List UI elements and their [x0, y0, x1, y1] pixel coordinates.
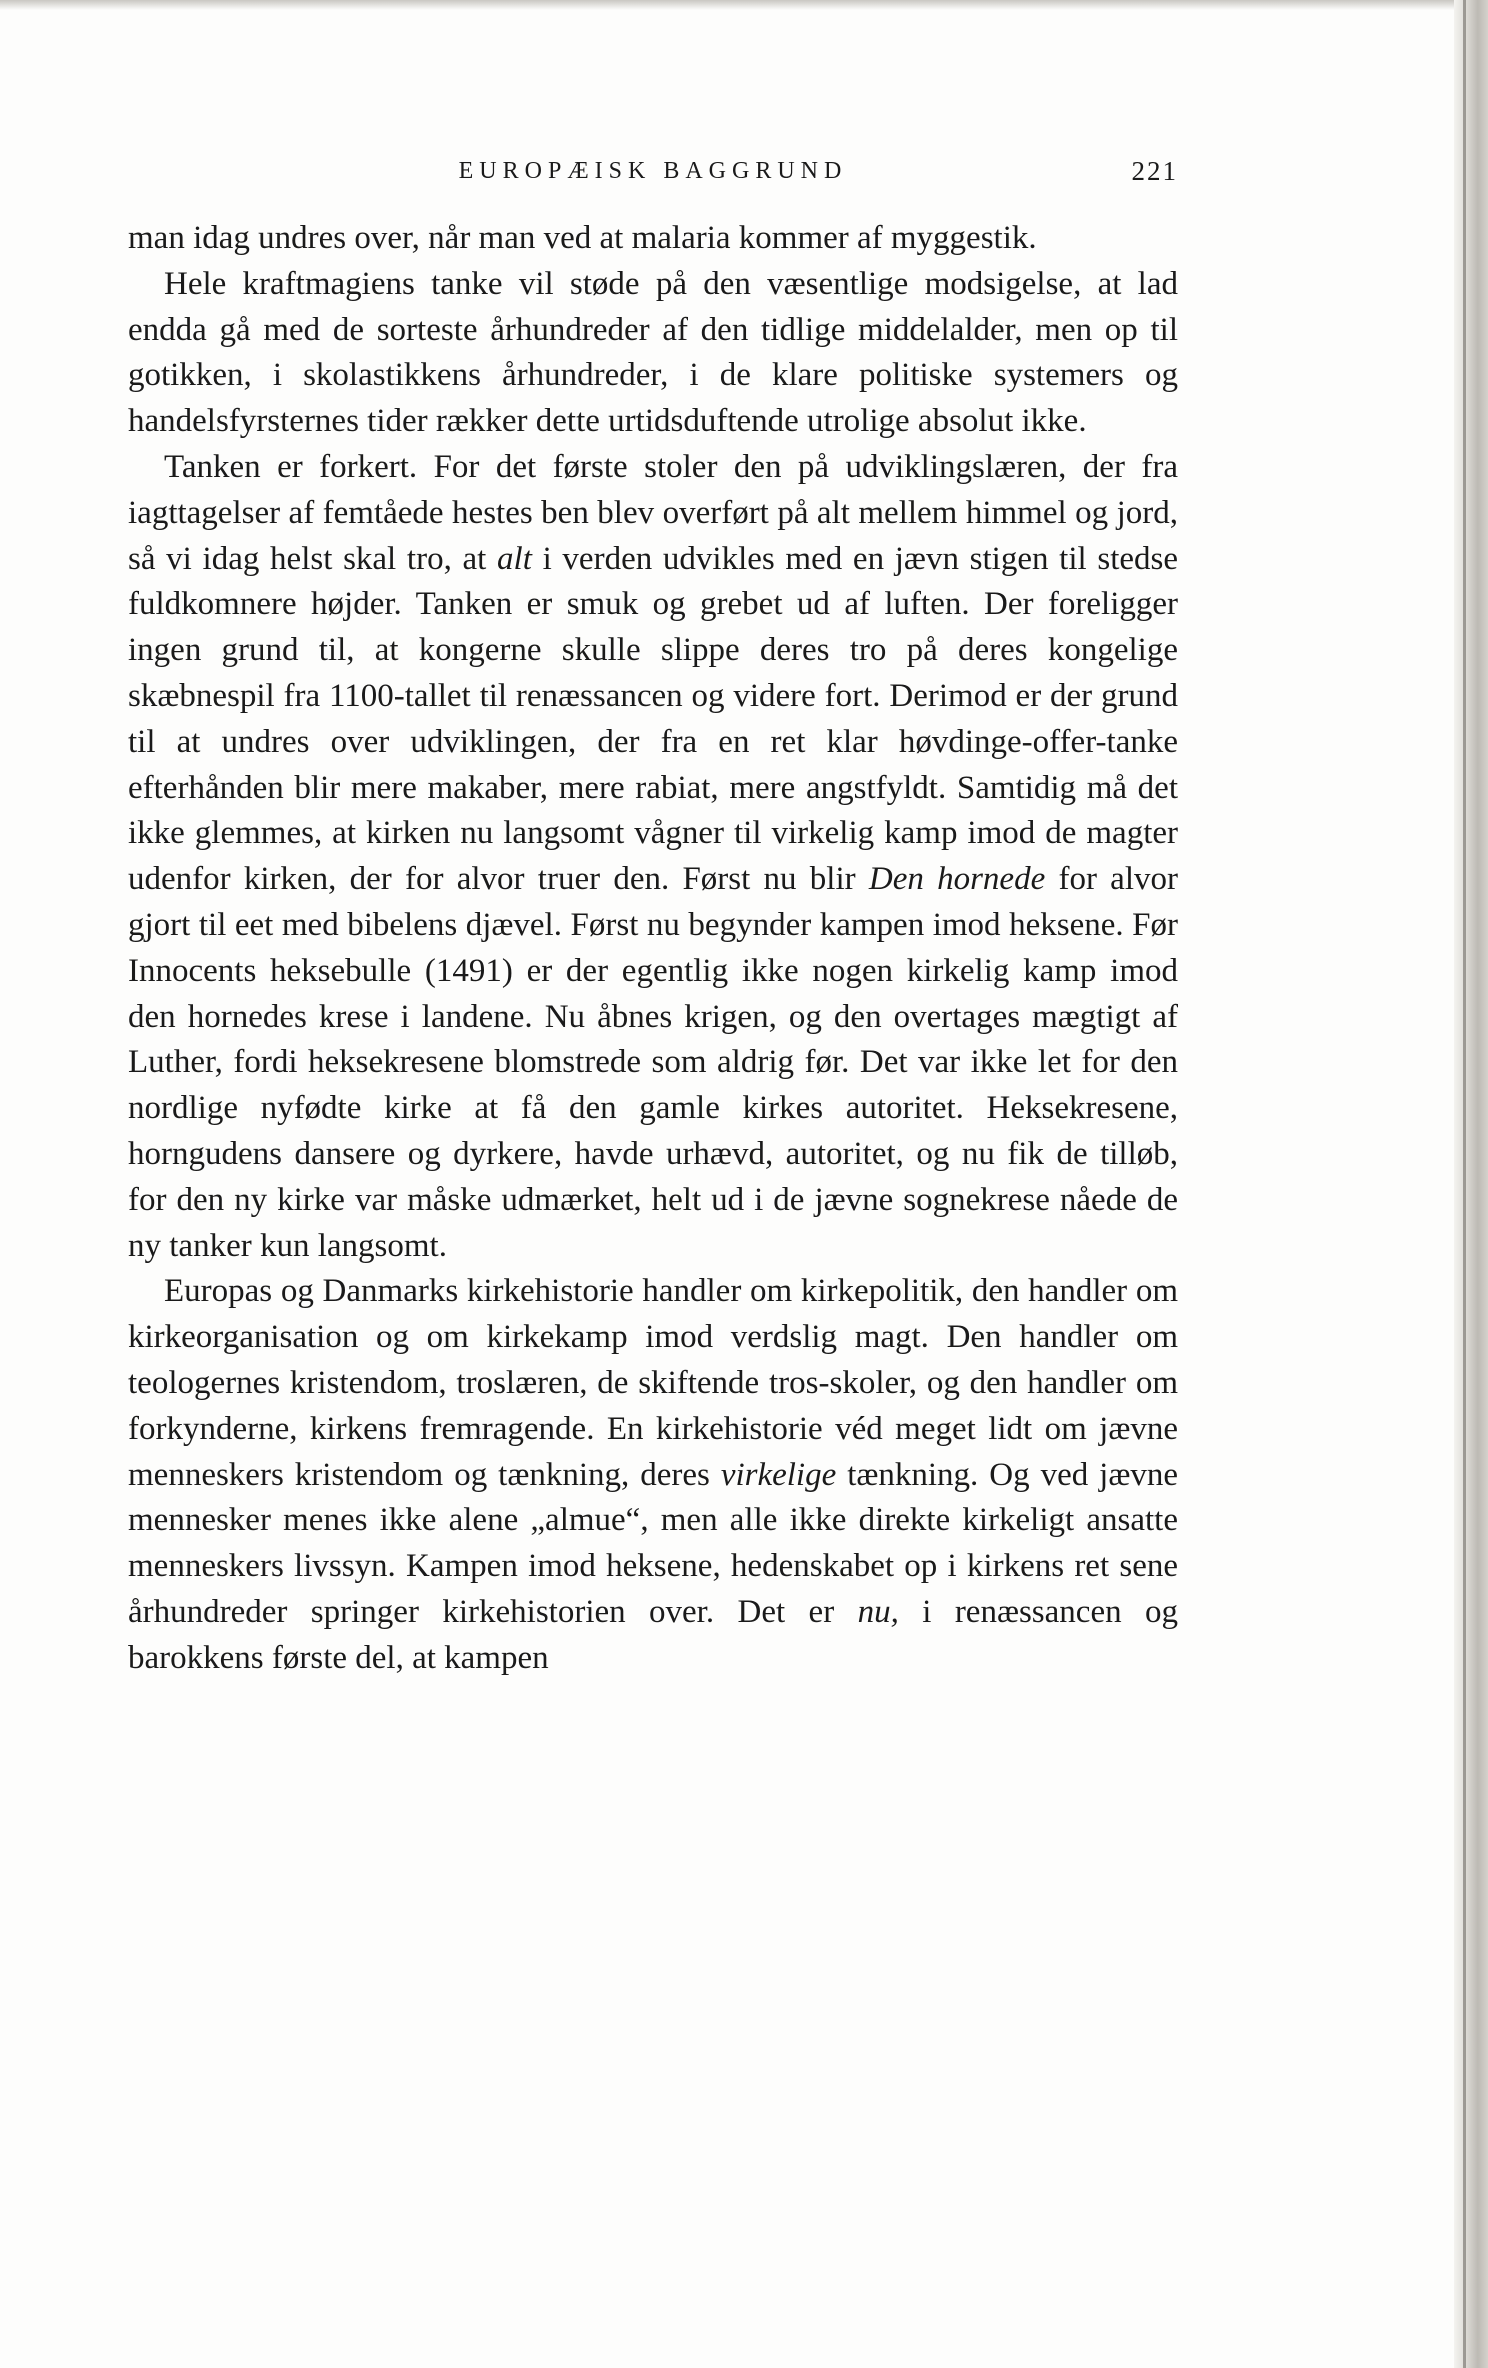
text-segment: tænkning. Og ved jævne mennesker menes ikke alene „almue“, men alle ikke direkte kirkeligt ansatte menneskers livssyn. Kampen imod heksene, hedenskabet op i kirkens ret sene århundreder springer kirkehistorien over. Det er	[128, 1456, 1178, 1630]
text-segment: Tanken er forkert. For det første stoler den på udviklingslæren, der fra iagttagelser af femtåede hestes ben blev overført på alt mellem himmel og jord, så vi idag helst skal tro, at	[128, 448, 1178, 577]
text-segment: for alvor gjort til eet med bibelens djævel. Først nu begynder kampen imod heksene. Før Innocents heksebulle (1491) er der egentlig ikke nogen kirkelig kamp imod den hornedes krese i landene. Nu åbnes krigen, og den overtages mægtigt af Luther, fordi heksekresene blomstrede som aldrig før. Det var ikke let for den nordlige nyfødte kirke at få den gamle kirkes autoritet. Heksekresene, horngudens dansere og dyrkere, havde urhævd, autoritet, og nu fik de tilløb, for den ny kirke var måske udmærket, helt ud i de jævne sognekrese nåede de ny tanker kun langsomt.	[128, 861, 1178, 1264]
text-segment: Europas og Danmarks kirkehistorie handler om kirkepolitik, den handler om kirkeorganisation og om kirkekamp imod verdslig magt. Den handler om teologernes kristendom, troslæren, de skiftende tros-skoler, og den handler om forkynderne, kirkens fremragende. En kirkehistorie véd meget lidt om jævne menneskers kristendom og tænkning, deres	[128, 1273, 1178, 1493]
italic-text: nu,	[857, 1593, 899, 1630]
text-segment: man idag undres over, når man ved at malaria kommer af myggestik.	[128, 220, 1037, 256]
page-binding-edge	[1454, 0, 1488, 2368]
text-segment: i renæssancen og barokkens første del, at kampen	[128, 1593, 1178, 1676]
page-number: 221	[1131, 156, 1178, 186]
text-segment: Hele kraftmagiens tanke vil støde på den væsentlige modsigelse, at lad endda gå med de sorteste århundreder af den tidlige middelalder, men op til gotikken, i skolastikkens århundreder, i de klare politiske systemers og handelsfyrsternes tider rækker dette urtidsduftende utrolige absolut ikke.	[128, 265, 1178, 440]
page-header	[128, 148, 1178, 198]
italic-text: Den hornede	[868, 861, 1046, 898]
page-edge-line	[1463, 0, 1466, 2368]
paragraph	[128, 1269, 1178, 1681]
italic-text: alt	[497, 540, 532, 577]
italic-text: virkelige	[720, 1456, 837, 1493]
paragraph	[128, 216, 1178, 262]
paragraph	[128, 262, 1178, 445]
running-head: EUROPÆISK BAGGRUND	[458, 158, 848, 184]
paragraph	[128, 445, 1178, 1269]
text-segment: i verden udvikles med en jævn stigen til stedse fuldkomnere højder. Tanken er smuk og grebet ud af luften. Der foreligger ingen grund til, at kongerne skulle slippe deres tro på deres kongelige skæbnespil fra 1100-tallet til renæssancen og videre fort. Derimod er der grund til at undres over udviklingen, der fra en ret klar høvdinge-offer-tanke efterhånden blir mere makaber, mere rabiat, mere angstfyldt. Samtidig må det ikke glemmes, at kirken nu langsomt vågner til virkelig kamp imod de magter udenfor kirken, der for alvor truer den. Først nu blir	[128, 540, 1178, 898]
body-text	[128, 216, 1178, 1682]
page-top-shadow	[0, 0, 1488, 10]
